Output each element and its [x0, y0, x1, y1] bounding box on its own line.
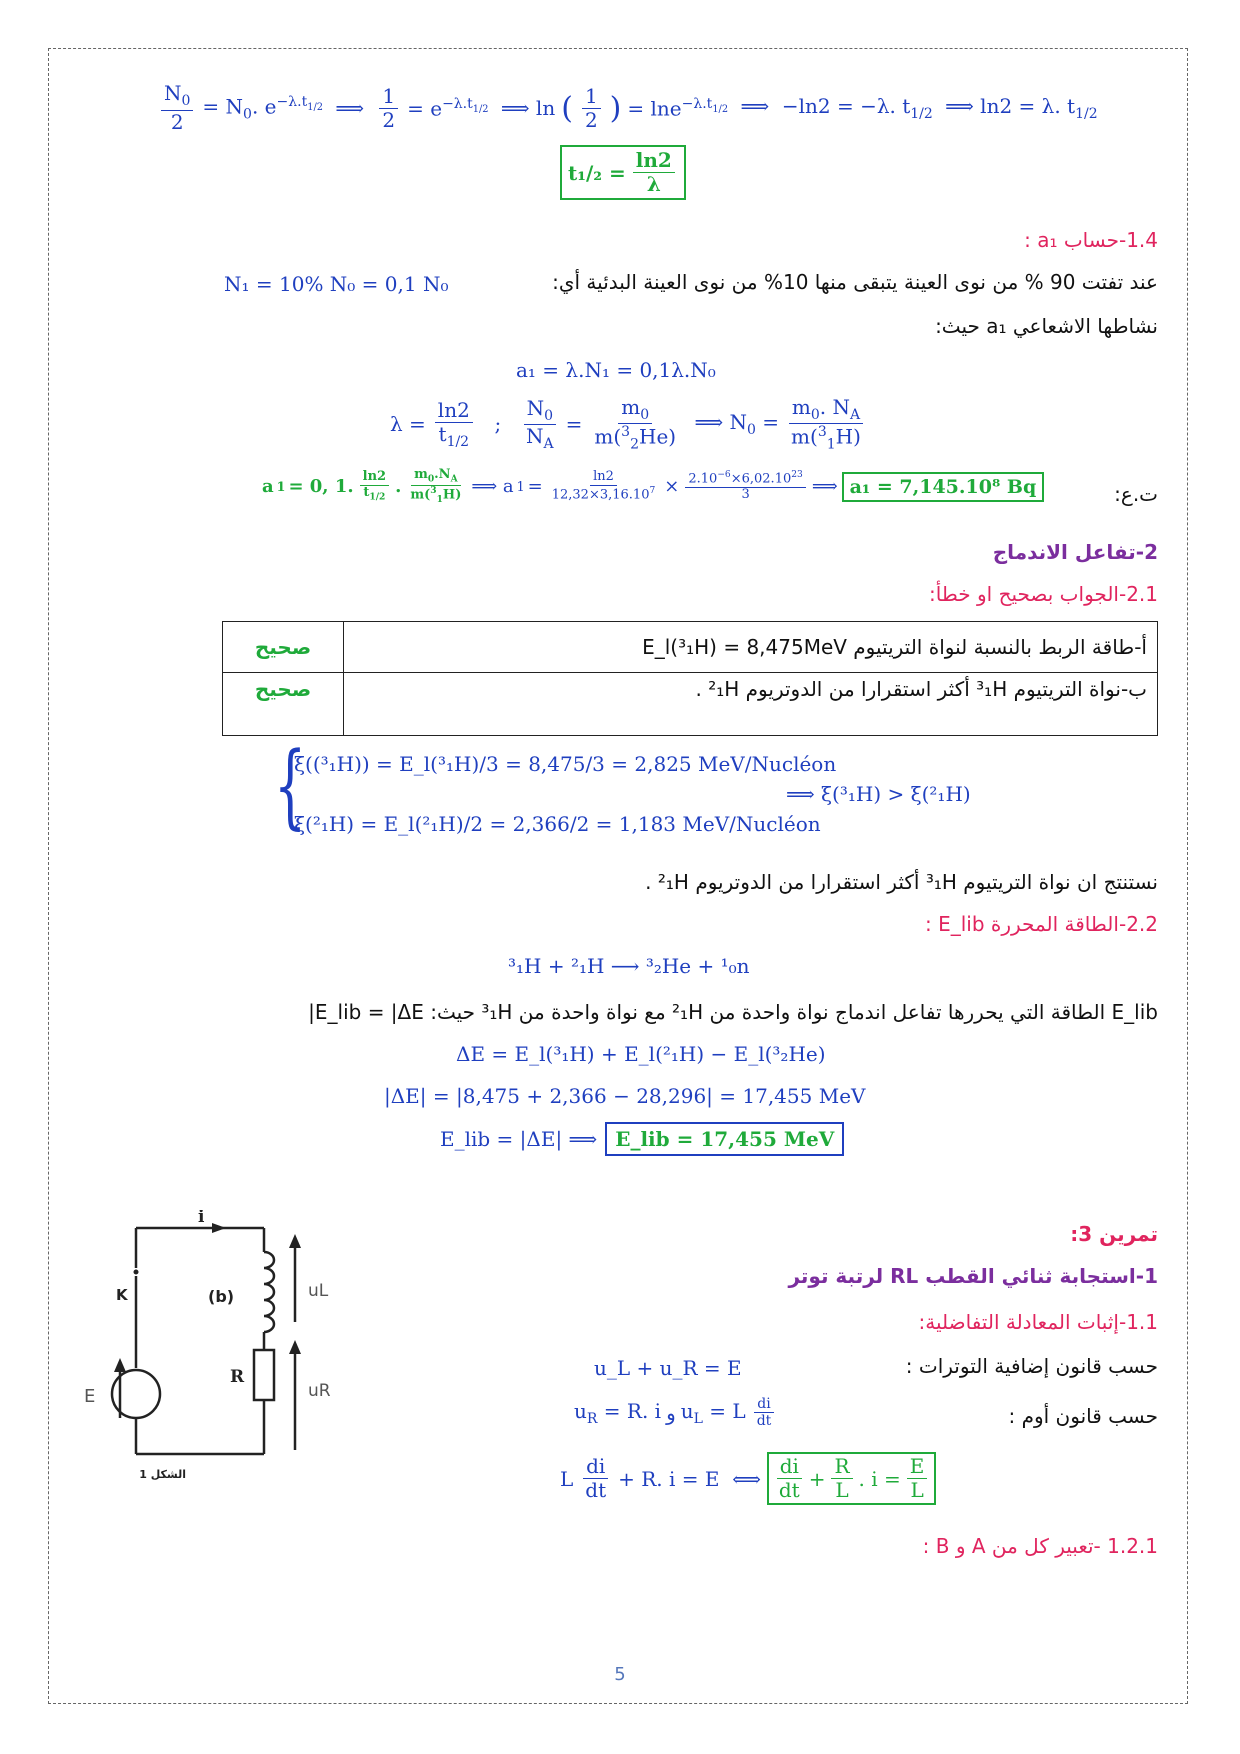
table-row [223, 622, 1158, 673]
ex3-part1-title: 1-استجابة ثنائي القطب RL لرتبة توتر [788, 1264, 1158, 1288]
halflife-lhs: t₁/₂ = [568, 160, 626, 185]
table-statement: أ-طاقة الربط بالنسبة لنواة التريتيوم E_l(³₁H) = 8,475MeV [344, 622, 1158, 673]
rl-circuit-diagram [80, 1210, 360, 1490]
halflife-num: ln2 [633, 149, 675, 173]
law1-text: حسب قانون إضافية التوترات : [905, 1354, 1158, 1378]
law2-eq: $u_R = R$. i و $u_L = L$ $\frac{di}{dt}$ [574, 1396, 777, 1429]
elib-definition: E_lib الطاقة التي يحررها تفاعل اندماج نواة واحدة من ²₁H مع نواة واحدة من ³₁H حيث: E_lib = |ΔE| [308, 1000, 1158, 1024]
part2-title: 2-تفاعل الاندماج [992, 540, 1158, 564]
diff-eq: L $\frac{di}{dt}$ + R. i = E ⟺ $\frac{di}{dt}$ + $\frac{R}{L}$ . i = $\frac{E}{L}$ [560, 1452, 936, 1505]
stability-conclusion: نستنتج ان نواة التريتيوم ³₁H أكثر استقرارا من الدوتريوم ²₁H . [645, 870, 1158, 894]
system-brace: { [274, 732, 307, 839]
q14-result: a₁ = 7,145.10⁸ Bq [842, 472, 1045, 502]
source-label: E [84, 1386, 96, 1407]
page-number: 5 [614, 1664, 626, 1685]
switch-label: K [116, 1286, 128, 1304]
source-arrow-icon [114, 1358, 126, 1372]
q14-line1-text: عند تفتت 90 % من نوى العينة يتبقى منها 10% من نوى العينة البدئية أي: [552, 270, 1158, 294]
coil-label: (b) [208, 1287, 235, 1306]
true-false-table [222, 621, 1158, 736]
q14-line1 [552, 270, 1158, 294]
ur-arrow-icon [289, 1340, 301, 1354]
abs-delta-e-eq: |ΔE| = |8,475 + 2,366 − 28,296| = 17,455 MeV [384, 1084, 866, 1108]
q14-eq2: λ = $\frac{\ln 2}{t_{1/2}}$ ; $\frac{N_0}{N_A}$ = $\frac{m_0}{m(^3_2He)}$ ⟹ $N_0$ = $\frac{m_0. N_A}{m(^3_1H)}$ [390, 396, 867, 453]
halflife-derivation: $\frac{N_0}{2}$ = $N_0$. $e^{-\lambda.t_{1/2}}$ ⟹ $\frac{1}{2}$ = $e^{-\lambda.t_{1/2}}$ ⟹ ln ( $\frac{1}{2}$ ) = lne$^{-\lambda.t_{1/2}}$ ⟹ −ln2 = −λ. $t_{1/2}$ ⟹ ln2 = λ. $t_{1/2}$ [158, 80, 1088, 136]
table-answer: صحيح [223, 673, 344, 736]
q14-title: 1.4-حساب a₁ : [1024, 228, 1158, 252]
delta-e-eq: ΔE = E_l(³₁H) + E_l(²₁H) − E_l(³₂He) [456, 1042, 826, 1066]
halflife-result [560, 145, 686, 200]
xi-conclusion: ⟹ ξ(³₁H) > ξ(²₁H) [786, 782, 971, 806]
q14-line2: نشاطها الاشعاعي a₁ حيث: [935, 314, 1158, 338]
law1-eq: u_L + u_R = E [594, 1356, 742, 1380]
resistor-label: R [230, 1367, 245, 1387]
figure-caption: الشكل 1 [139, 1468, 186, 1481]
q14-eq3: a 1 = 0, 1. $\frac{\ln 2}{t_{1/2}}$ . $\frac{m_0.N_A}{m(^3_1H)}$ ⟹ a 1 = $\frac{\ln 2}{12,32\times 3,16.10^7}$ × $\frac{2.10^{-6}\times 6,02.10^{23}}{3}$ ⟹ a₁ = 7,145.10⁸ Bq [262, 468, 1044, 505]
law2-text: حسب قانون أوم : [1008, 1404, 1158, 1428]
ex3-title: تمرين 3: [1070, 1222, 1158, 1246]
q14-eq1: a₁ = λ.N₁ = 0,1λ.N₀ [516, 358, 716, 382]
switch-icon [134, 1270, 139, 1275]
elib-line [440, 1122, 844, 1156]
q22-title: 2.2-الطاقة المحررة E_lib : [924, 912, 1158, 936]
q121-title: 1.2.1 -تعبير كل من A و B : [922, 1534, 1158, 1558]
current-label: i [198, 1210, 205, 1227]
ul-label: uL [308, 1281, 329, 1301]
xi-line2: ξ(²₁H) = E_l(²₁H)/2 = 2,366/2 = 1,183 MeV/Nucléon [294, 812, 821, 836]
xi-line1: ξ((³₁H)) = E_l(³₁H)/3 = 8,475/3 = 2,825 MeV/Nucléon [294, 752, 837, 776]
halflife-den: λ [646, 172, 661, 196]
table-answer: صحيح [223, 622, 344, 673]
table-row [223, 673, 1158, 736]
q14-line1-eq: N₁ = 10% N₀ = 0,1 N₀ [224, 272, 449, 296]
ul-arrow-icon [289, 1234, 301, 1248]
elib-eq: E_lib = |ΔE| ⟹ [440, 1127, 598, 1151]
num-label: ت.ع: [1114, 482, 1158, 506]
current-arrow-icon [212, 1223, 226, 1233]
q11-title: 1.1-إثبات المعادلة التفاضلية: [918, 1310, 1158, 1334]
elib-result: E_lib = 17,455 MeV [605, 1122, 844, 1156]
fusion-reaction: ³₁H + ²₁H ⟶ ³₂He + ¹₀n [508, 954, 750, 978]
q21-title: 2.1-الجواب بصحيح او خطأ: [929, 582, 1158, 606]
ur-label: uR [308, 1381, 331, 1401]
table-statement: ب-نواة التريتيوم ³₁H أكثر استقرارا من الدوتريوم ²₁H . [344, 673, 1158, 736]
